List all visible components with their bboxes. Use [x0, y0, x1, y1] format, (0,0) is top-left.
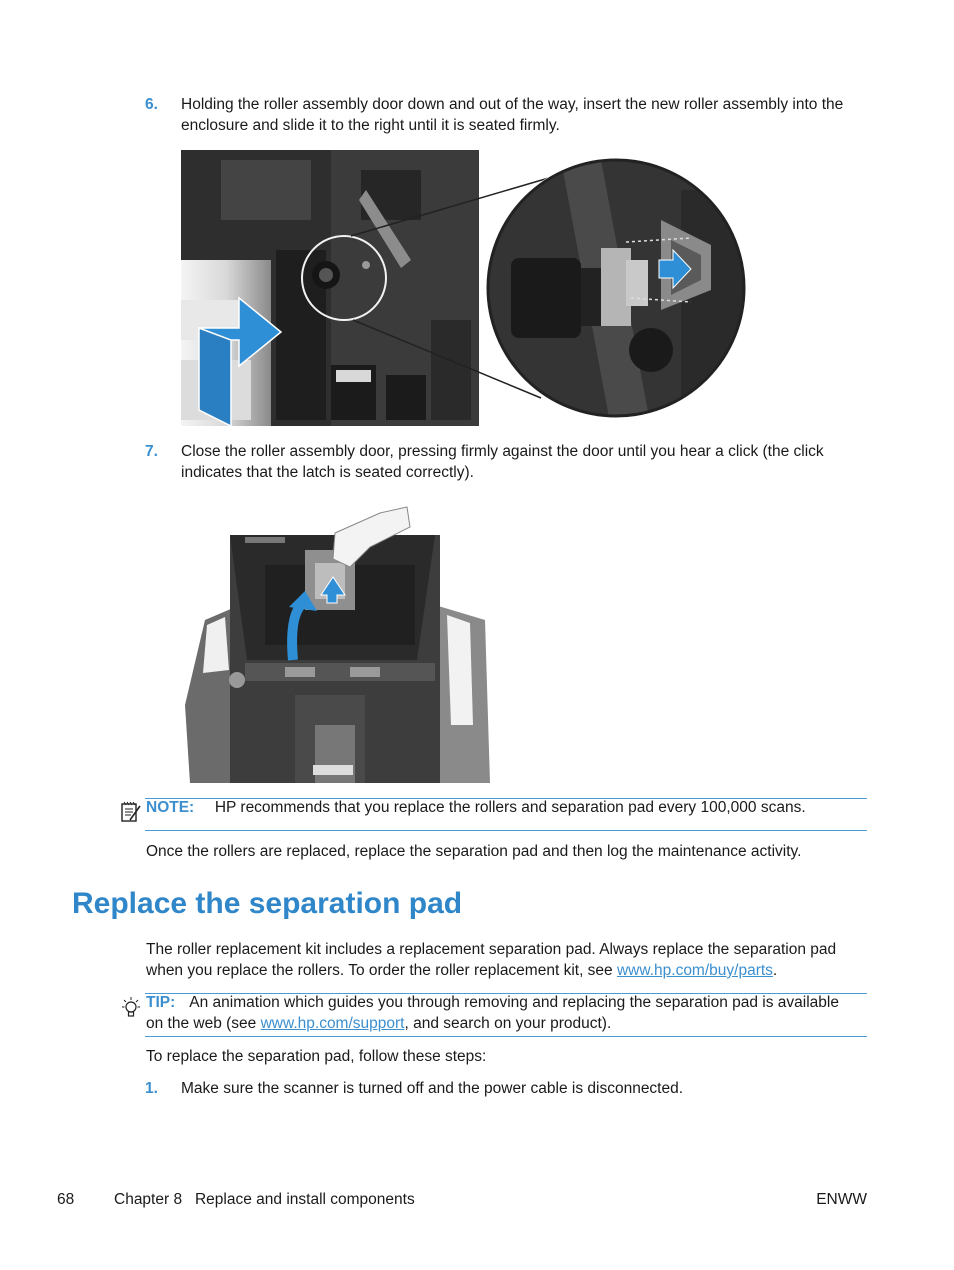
note-text: HP recommends that you replace the rollers and separation pad every 100,000 scans. — [214, 799, 806, 816]
paragraph-after-note: Once the rollers are replaced, replace the separation pad and then log the maintenance activity. — [146, 843, 802, 860]
step-6-line-2: enclosure and slide it to the right until it is seated firmly. — [181, 117, 560, 134]
tip-line-2-end: , and search on your product). — [404, 1015, 612, 1032]
support-link[interactable]: www.hp.com/support — [260, 1015, 405, 1032]
step-6-number: 6. — [145, 96, 158, 113]
note — [146, 797, 806, 818]
tip-line-1 — [146, 992, 868, 1013]
page-number: 68 — [57, 1191, 75, 1208]
intro-line-1: The roller replacement kit includes a replacement separation pad. Always replace the separation pad — [146, 941, 837, 958]
section-title: Replace the separation pad — [72, 887, 463, 920]
roller-assembly-insertion-illustration — [181, 150, 747, 428]
tip-label: TIP: — [146, 994, 176, 1011]
tip-line-1-text: An animation which guides you through removing and replacing the separation pad is available — [189, 994, 839, 1011]
step-7-number: 7. — [145, 443, 158, 460]
step-6-line-1: Holding the roller assembly door down and out of the way, insert the new roller assembly into the — [181, 96, 844, 113]
step-7-text — [181, 441, 881, 483]
parts-link[interactable]: www.hp.com/buy/parts — [616, 962, 773, 979]
tip-line-2-text: on the web (see — [146, 1015, 261, 1032]
step-7-line-2: indicates that the latch is seated correctly). — [181, 464, 474, 481]
note-bottom-rule — [145, 830, 867, 831]
step-6-text — [181, 94, 881, 136]
intro-line-2-text: when you replace the rollers. To order the roller replacement kit, see — [146, 962, 617, 979]
tip — [146, 992, 868, 1034]
tip-line-2 — [146, 1013, 868, 1034]
tip-bottom-rule — [145, 1036, 867, 1037]
step-7-line-1: Close the roller assembly door, pressing firmly against the door until you hear a click (the click — [181, 443, 824, 460]
note-icon — [120, 800, 142, 824]
intro-paragraph — [146, 939, 866, 981]
steps-intro: To replace the separation pad, follow these steps: — [146, 1048, 487, 1065]
step-1-text: Make sure the scanner is turned off and the power cable is disconnected. — [181, 1080, 684, 1097]
intro-line-2 — [146, 960, 866, 981]
roller-door-close-illustration — [185, 495, 495, 783]
footer-right: ENWW — [816, 1191, 867, 1208]
footer-chapter: Chapter 8 Replace and install components — [114, 1191, 415, 1208]
note-label: NOTE: — [146, 799, 195, 816]
lightbulb-icon — [119, 996, 143, 1020]
step-1-number: 1. — [145, 1080, 158, 1097]
intro-line-2-end: . — [772, 962, 778, 979]
